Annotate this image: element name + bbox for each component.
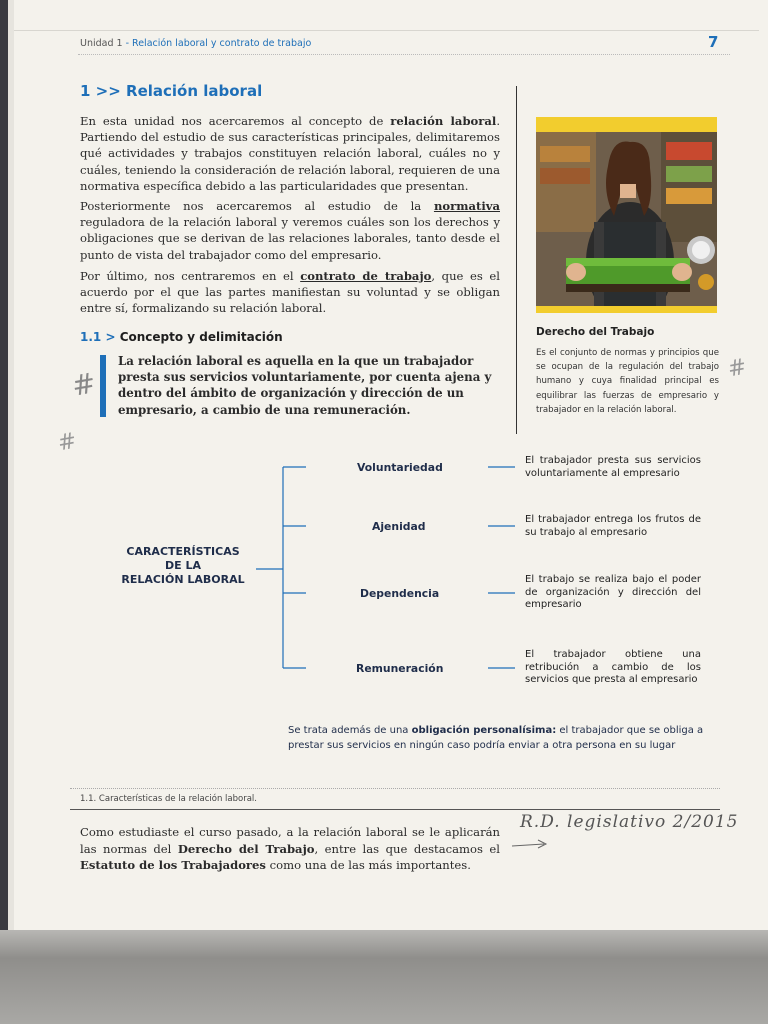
intro-paragraph: En esta unidad nos acercaremos al concepto de relación laboral. Partiendo del estudio de sus características principales, delimitaremos qué actividades y trabajos constituyen relación laboral, cuáles no y cuáles, teniendo la consideración de relación laboral, requieren de una normativa específica debido a las particularidades que presentan. <box>80 114 500 193</box>
contract-paragraph: Por último, nos centraremos en el contrato de trabajo, que es el acuerdo por el que las partes manifiestan su voluntad y se obligan entre sí, formalizando su relación laboral. <box>80 269 500 316</box>
diagram-item-description: El trabajador obtiene una retribución a cambio de los servicios que presta al empresario <box>525 649 701 686</box>
definition-text: La relación laboral es aquella en la que un trabajador presta sus servicios voluntariamente, por cuenta ajena y dentro del ámbito de organización y dirección de un empresario, a cambio de una remuneración. <box>118 354 492 417</box>
handwritten-hash-icon: # <box>725 354 749 383</box>
figure-rule-top <box>70 788 720 789</box>
normativa-paragraph: Posteriormente nos acercaremos al estudio de la normativa reguladora de la relación laboral y veremos cuáles son los derechos y obligaciones que se derivan de las relaciones laborales, tanto desde el punto de vista del trabajador como del empresario. <box>80 199 500 262</box>
page-number: 7 <box>708 33 719 51</box>
figure-rule-bottom <box>70 809 720 810</box>
running-head-unit: Unidad 1 <box>80 38 123 49</box>
diagram-item-description: El trabajador presta sus servicios voluntariamente al empresario <box>525 455 701 479</box>
sidebar-caption-text: Es el conjunto de normas y principios que se ocupan de la regulación del trabajo humano y cuya finalidad principal es equilibrar las fuerzas de empresario y trabajador en la relación laboral. <box>536 348 719 415</box>
diagram-main-label: CARACTERÍSTICAS DE LA RELACIÓN LABORAL <box>121 545 245 586</box>
diagram-item-description: El trabajador entrega los frutos de su trabajo al empresario <box>525 514 701 538</box>
subsection-title: 1.1 > Concepto y delimitación <box>80 330 283 344</box>
running-head-separator: - <box>122 38 133 49</box>
handwritten-hash-icon: # <box>69 366 99 403</box>
sidebar-caption-title: Derecho del Trabajo <box>536 326 655 338</box>
handwritten-margin-note: R.D. legislativo 2/2015 <box>520 812 739 832</box>
diagram-item-label: Dependencia <box>360 587 440 600</box>
running-head-subtitle: Relación laboral y contrato de trabajo <box>132 38 312 49</box>
handwritten-arrow-icon <box>510 836 550 856</box>
diagram-note: Se trata además de una obligación personalísima: el trabajador que se obliga a prestar sus servicios en ningún caso podría enviar a otra persona en su lugar <box>288 725 704 751</box>
diagram-item-label: Ajenidad <box>372 520 426 533</box>
scan-bottom-fold <box>0 930 768 1024</box>
figure-caption: 1.1. Características de la relación laboral. <box>80 794 257 804</box>
section-title: 1 >> Relación laboral <box>80 82 263 100</box>
diagram-item-label: Voluntariedad <box>357 461 443 474</box>
handwritten-hash-icon: # <box>55 428 79 457</box>
diagram-item-label: Remuneración <box>356 662 444 675</box>
closing-paragraph: Como estudiaste el curso pasado, a la relación laboral se le aplicarán las normas del Derecho del Trabajo, entre las que destacamos el Estatuto de los Trabajadores como una de las más importantes. <box>80 825 500 872</box>
diagram-item-description: El trabajo se realiza bajo el poder de organización y dirección del empresario <box>525 574 701 611</box>
